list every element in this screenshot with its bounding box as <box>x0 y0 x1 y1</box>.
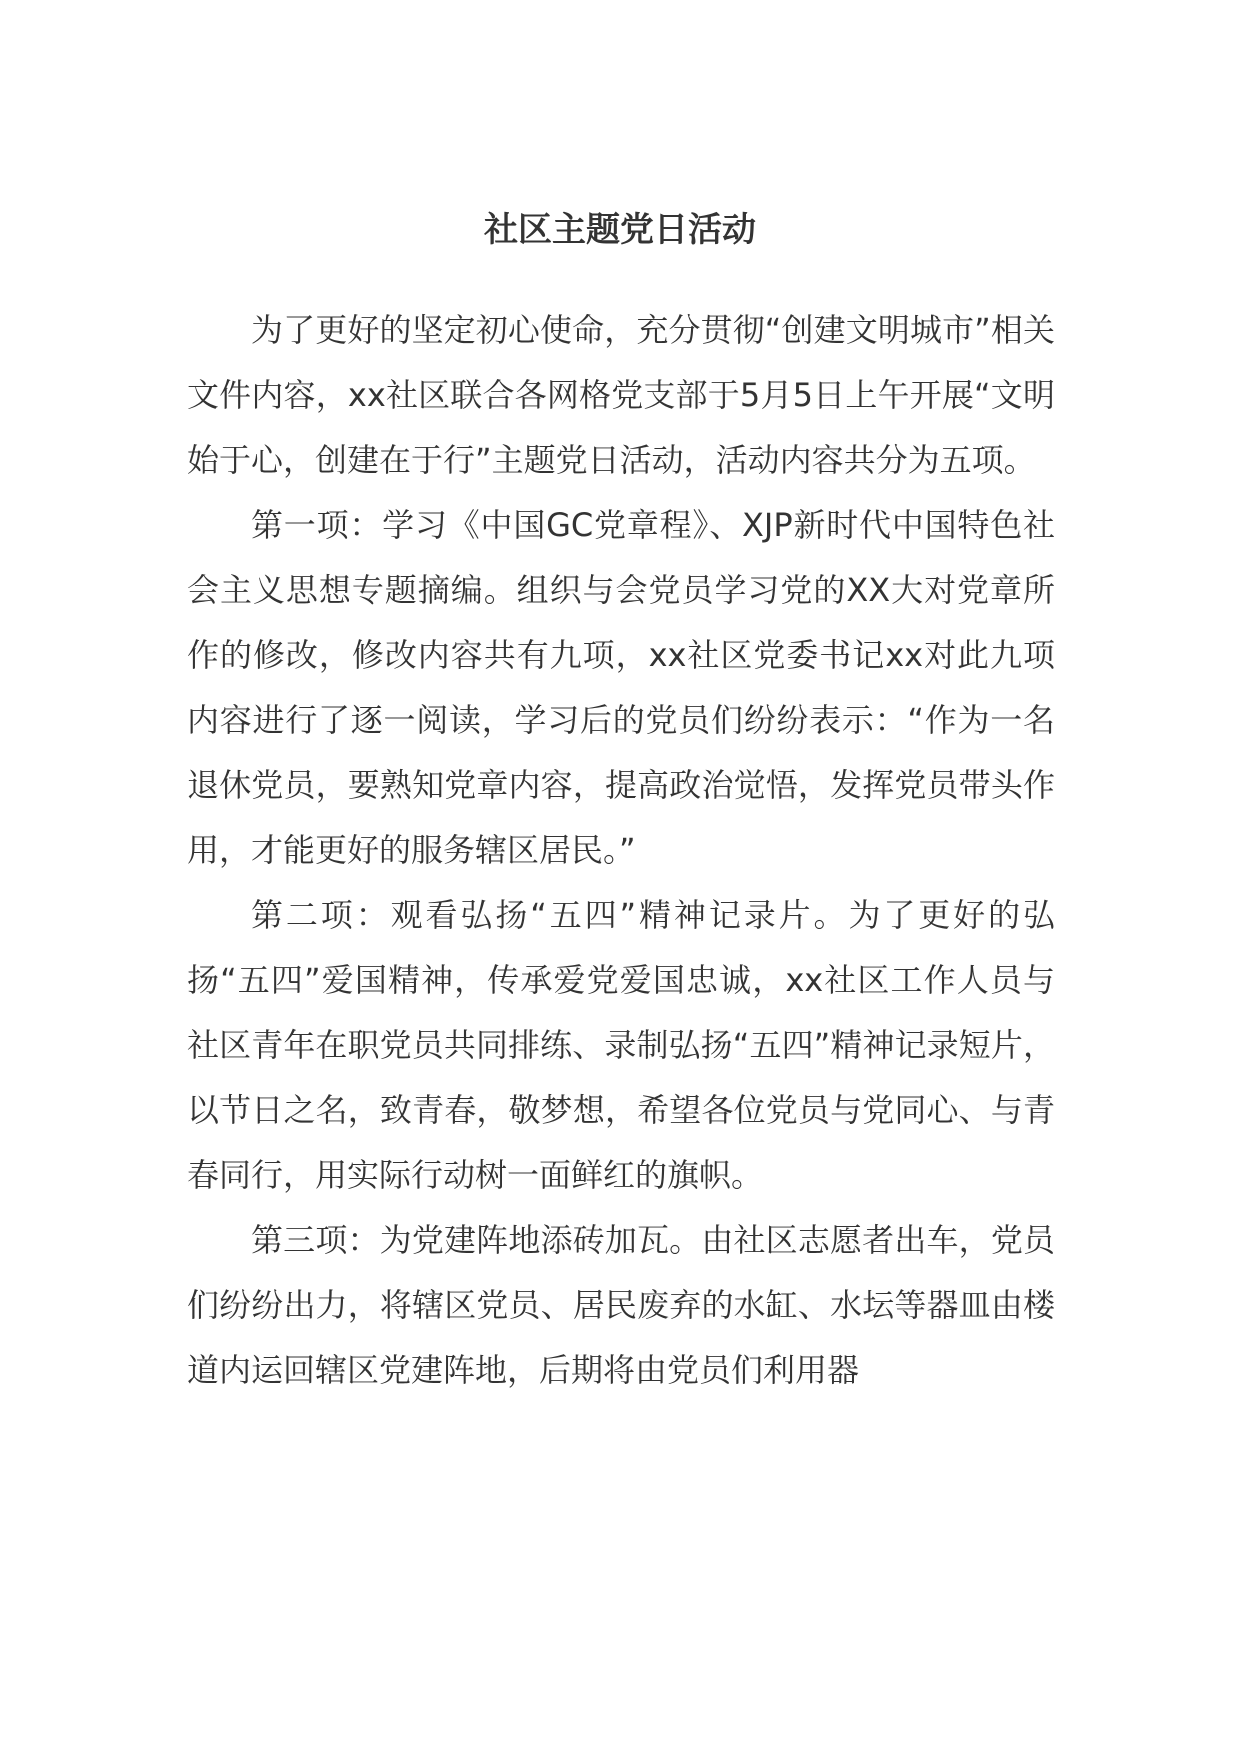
paragraph-intro: 为了更好的坚定初心使命，充分贯彻“创建文明城市”相关文件内容，xx社区联合各网格党支部于5月5日上午开展“文明始于心，创建在于行”主题党日活动，活动内容共分为五项。 <box>187 311 1055 479</box>
document-title: 社区主题党日活动 <box>484 210 756 250</box>
paragraph-item-one: 第一项：学习《中国GC党章程》、XJP新时代中国特色社会主义思想专题摘编。组织与会党员学习党的XX大对党章所作的修改，修改内容共有九项，xx社区党委书记xx对此九项内容进行了逐一阅读，学习后的党员们纷纷表示：“作为一名退休党员，要熟知党章内容，提高政治觉悟，发挥党员带头作用，才能更好的服务辖区居民。” <box>187 506 1055 869</box>
paragraph-item-two: 第二项：观看弘扬“五四”精神记录片。为了更好的弘扬“五四”爱国精神，传承爱党爱国忠诚，xx社区工作人员与社区青年在职党员共同排练、录制弘扬“五四”精神记录短片，以节日之名，致青春，敬梦想，希望各位党员与党同心、与青春同行，用实际行动树一面鲜红的旗帜。 <box>187 896 1055 1194</box>
document-body <box>187 298 1055 1403</box>
paragraph-item-three: 第三项：为党建阵地添砖加瓦。由社区志愿者出车，党员们纷纷出力，将辖区党员、居民废弃的水缸、水坛等器皿由楼道内运回辖区党建阵地，后期将由党员们利用器 <box>187 1221 1055 1389</box>
